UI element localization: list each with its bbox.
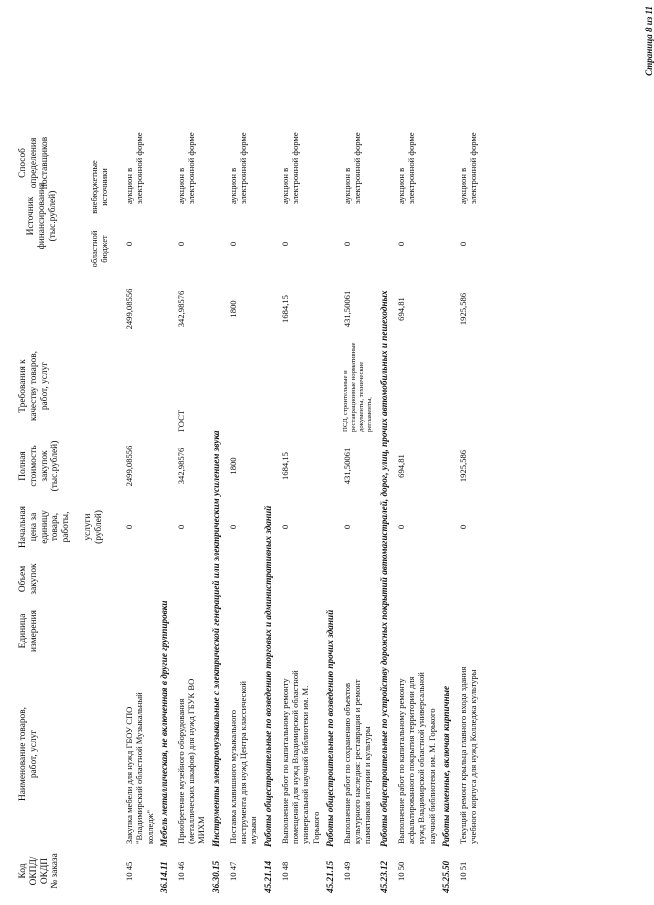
supplier-method: аукцион в электронной форме (175, 132, 197, 204)
header-unit: Единица измерения (18, 610, 39, 652)
total-cost: 2499,08556 (124, 445, 134, 487)
regional-budget: 1925,586 (457, 292, 468, 326)
supplier-method: аукцион в электронной форме (341, 132, 363, 204)
group-heading (441, 19, 452, 895)
total-cost: 1800 (227, 457, 238, 475)
initial-price: 0 (395, 524, 406, 530)
group-code: 45.21.14 (262, 860, 273, 893)
supplier-method: аукцион в электронной форме (227, 132, 249, 204)
item-name: Текущий ремонт крыльца главного входа здания учебного корпуса для нужд Колледжа культуры (457, 666, 479, 844)
quality-requirements: ГОСТ (175, 409, 186, 432)
initial-price: 0 (227, 524, 238, 530)
group-heading (211, 19, 222, 895)
group-title: Работы общестроительные по возведению торговых и административных зданий (262, 505, 273, 847)
order-number: 10 50 (395, 861, 406, 881)
group-title: Работы каменные, включая кирпичные (440, 685, 451, 847)
order-number: 10 45 (124, 861, 134, 881)
table-row (280, 19, 321, 895)
supplier-method: аукцион в электронной форме (395, 132, 416, 204)
initial-price: 0 (124, 524, 134, 530)
page-footer: Страница 8 из 11 (644, 6, 654, 76)
table-row (176, 19, 207, 895)
header-name: Наименование товаров, работ, услуг (18, 706, 39, 802)
order-number: 10 48 (279, 861, 290, 881)
item-name: Выполнение работ по капитальному ремонту асфальтированного покрытия территории для нужд Владимирской областной универсальной научной библиотеки им. М. Горького (395, 672, 437, 844)
header-total: Полная стоимость закупок (тыс.рублей) (18, 440, 61, 492)
item-name: Поставка клавишного музыкального инструмента для нужд Центра классической музыки (227, 681, 259, 844)
extrabudgetary: 0 (124, 241, 134, 247)
table-row (342, 19, 375, 895)
group-heading (159, 19, 170, 895)
total-cost: 1925,586 (457, 449, 468, 483)
initial-price: 0 (341, 524, 352, 530)
table-row (458, 19, 479, 895)
total-cost: 342,98576 (175, 447, 186, 485)
supplier-method: аукцион в электронной форме (279, 132, 300, 204)
quality-requirements: ПСД, строительные и реставрационные нормативные документы, технические регламенты, (341, 342, 374, 432)
group-title: Работы общестроительные по устройству дорожных покрытий автомагистралей, дорог, улиц, прочих автомобильных и пешеходных (378, 290, 389, 847)
header-code: Код ОКПД/ ОКДП № заказа (18, 853, 61, 889)
item-name: Выполнение работ по сохранению объектов культурного наследия: реставрация и ремонт памятников истории и культуры (341, 679, 373, 844)
total-cost: 694,81 (395, 454, 406, 478)
extrabudgetary: 0 (175, 241, 186, 247)
total-cost: 1684,15 (279, 452, 290, 480)
initial-price: 0 (175, 524, 186, 530)
total-cost: 431,50061 (341, 447, 352, 485)
order-number: 10 47 (227, 861, 238, 881)
group-code: 45.23.12 (378, 860, 389, 893)
order-number: 10 49 (341, 861, 352, 881)
regional-budget: 2499,08556 (124, 288, 134, 330)
group-code: 36.14.11 (158, 861, 169, 893)
extrabudgetary: 0 (341, 241, 352, 247)
group-heading (325, 19, 336, 895)
table-header (18, 19, 118, 895)
order-number: 10 51 (457, 861, 468, 881)
regional-budget: 1684,15 (279, 295, 290, 323)
supplier-method: аукцион в электронной форме (457, 132, 479, 204)
supplier-method: аукцион в электронной форме (124, 132, 145, 204)
item-name: Закупка мебели для нужд ГБОУ СПО "Владимирский областной Музыкальный колледж" (124, 692, 155, 844)
group-code: 36.30.15 (210, 860, 221, 893)
header-fin-budget: областной бюджет (90, 230, 109, 268)
header-financing: Источник финансирования (тыс.рублей) (26, 182, 58, 250)
header-quality: Требования к качеству товаров, работ, услуг (18, 351, 50, 421)
extrabudgetary: 0 (457, 241, 468, 247)
group-title: Инструменты электромузыкальные с электрической генерацией или электрическим усилением звука (210, 430, 221, 847)
item-name: Приобретение музейного оборудования (металлических шкафов) для нужд ГБУК ВО МИХМ (175, 678, 207, 844)
group-heading (379, 19, 390, 895)
regional-budget: 431,50061 (341, 290, 352, 328)
extrabudgetary: 0 (395, 241, 406, 247)
table-row (124, 19, 155, 895)
group-code: 45.25.50 (440, 860, 451, 893)
item-name: Выполнение работ по капитальному ремонту помещений для нужд Владимирской областной универсальной научной библиотеки им. М. Горького (279, 670, 321, 844)
header-fin-extra: внебюджетные источники (90, 160, 109, 214)
table-row (228, 19, 259, 895)
initial-price: 0 (279, 524, 290, 530)
group-title: Работы общестроительные по возведению прочих зданий (324, 609, 335, 847)
group-code: 45.21.15 (324, 860, 335, 893)
regional-budget: 1800 (227, 300, 238, 318)
table-body (124, 19, 478, 895)
group-heading (263, 19, 274, 895)
regional-budget: 694,81 (395, 297, 406, 321)
header-method: Способ определения поставщиков (18, 136, 50, 190)
initial-price: 0 (457, 524, 468, 530)
extrabudgetary: 0 (227, 241, 238, 247)
regional-budget: 342,98576 (175, 290, 186, 328)
group-title: Мебель металлическая, не включенная в другие группировки (158, 600, 169, 847)
extrabudgetary: 0 (279, 241, 290, 247)
order-number: 10 46 (175, 861, 186, 881)
procurement-table (18, 19, 478, 895)
header-volume: Объем закупок (18, 563, 39, 595)
header-init-price: Начальная цена за единицу товара, работы, услуги (рублей) (18, 506, 104, 548)
table-row (396, 19, 437, 895)
